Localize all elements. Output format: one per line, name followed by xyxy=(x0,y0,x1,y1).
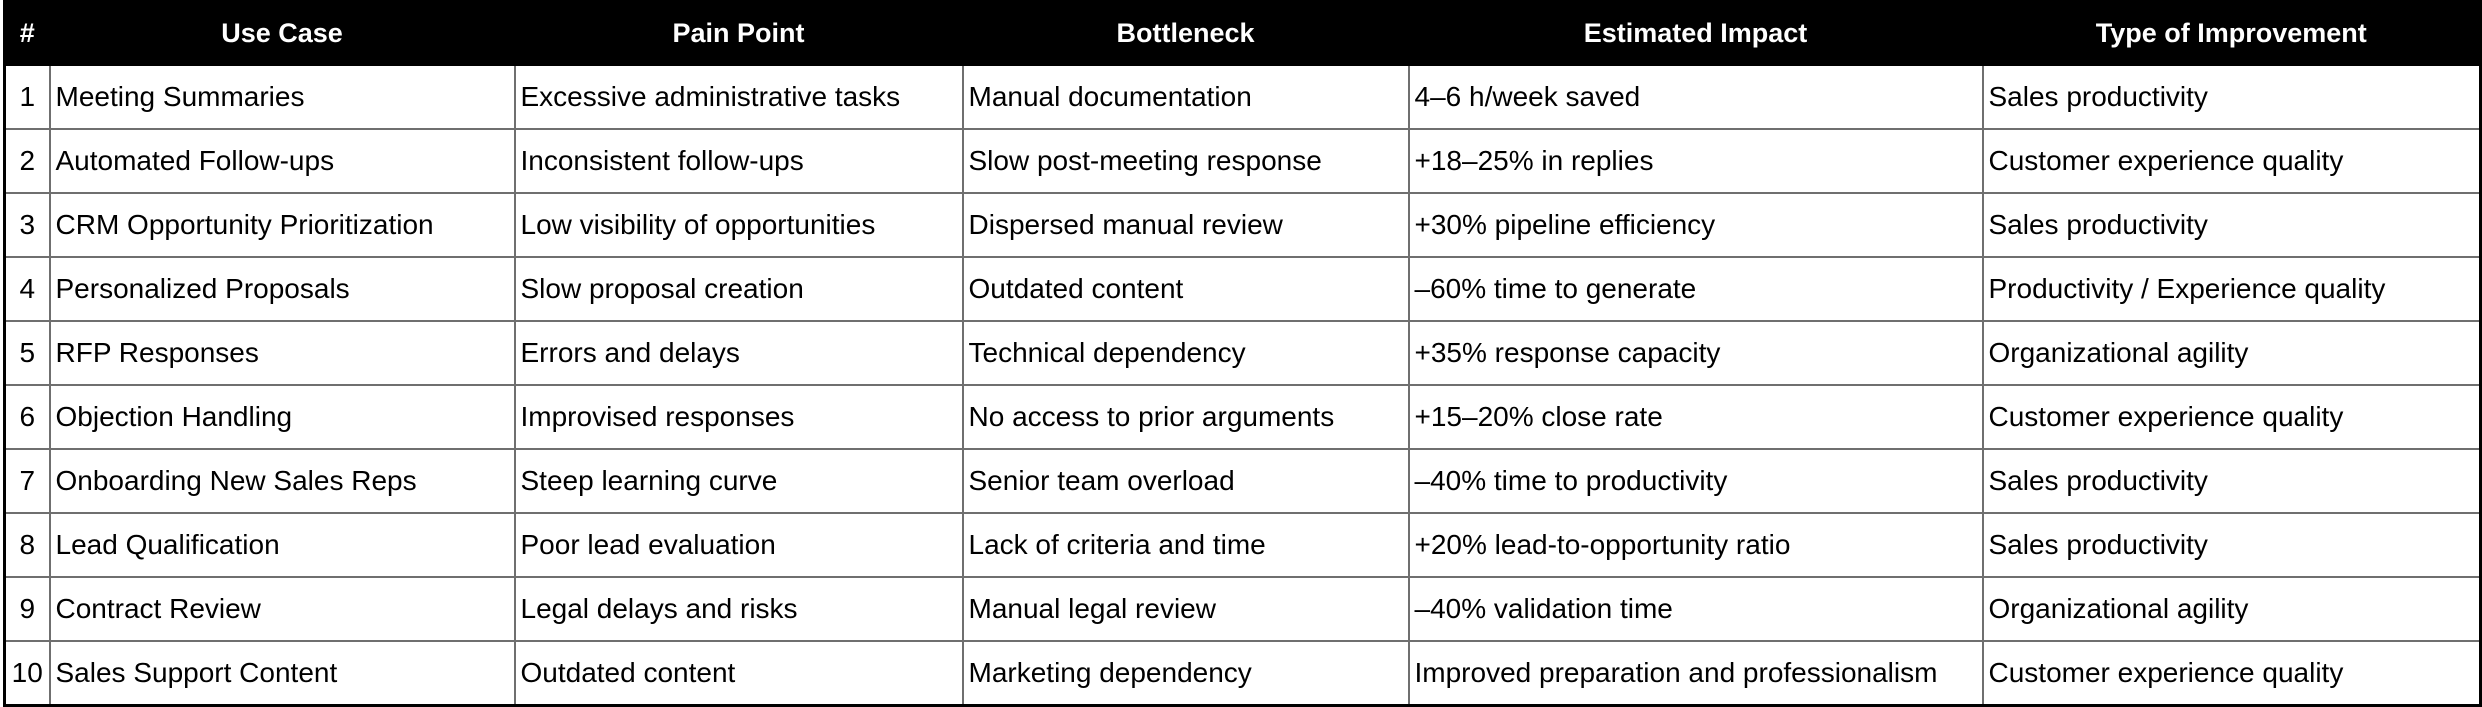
use-case-cell: CRM Opportunity Prioritization xyxy=(50,193,515,257)
pain-point-cell: Excessive administrative tasks xyxy=(515,65,963,129)
table-row xyxy=(5,129,2481,193)
pain-point-cell: Poor lead evaluation xyxy=(515,513,963,577)
pain-point-cell: Improvised responses xyxy=(515,385,963,449)
impact-cell: –40% time to productivity xyxy=(1409,449,1983,513)
bottleneck-cell: Dispersed manual review xyxy=(963,193,1409,257)
pain-point-cell: Low visibility of opportunities xyxy=(515,193,963,257)
row-number: 3 xyxy=(5,193,50,257)
table-header xyxy=(5,1,2481,65)
table-row xyxy=(5,513,2481,577)
improvement-type-cell: Sales productivity xyxy=(1983,193,2481,257)
header-bottleneck: Bottleneck xyxy=(963,1,1409,65)
improvement-type-cell: Customer experience quality xyxy=(1983,385,2481,449)
impact-cell: Improved preparation and professionalism xyxy=(1409,641,1983,705)
impact-cell: +35% response capacity xyxy=(1409,321,1983,385)
row-number: 1 xyxy=(5,65,50,129)
use-case-cell: RFP Responses xyxy=(50,321,515,385)
use-case-cell: Automated Follow-ups xyxy=(50,129,515,193)
table-row xyxy=(5,193,2481,257)
improvement-type-cell: Sales productivity xyxy=(1983,449,2481,513)
table-row xyxy=(5,321,2481,385)
table-row xyxy=(5,257,2481,321)
impact-cell: –60% time to generate xyxy=(1409,257,1983,321)
improvement-type-cell: Customer experience quality xyxy=(1983,641,2481,705)
bottleneck-cell: Manual legal review xyxy=(963,577,1409,641)
use-case-cell: Personalized Proposals xyxy=(50,257,515,321)
table-row xyxy=(5,577,2481,641)
improvement-type-cell: Productivity / Experience quality xyxy=(1983,257,2481,321)
improvement-type-cell: Customer experience quality xyxy=(1983,129,2481,193)
impact-cell: 4–6 h/week saved xyxy=(1409,65,1983,129)
header-use-case: Use Case xyxy=(50,1,515,65)
impact-cell: +20% lead-to-opportunity ratio xyxy=(1409,513,1983,577)
use-case-table xyxy=(3,0,2482,707)
pain-point-cell: Legal delays and risks xyxy=(515,577,963,641)
table-body xyxy=(5,65,2481,705)
impact-cell: +30% pipeline efficiency xyxy=(1409,193,1983,257)
bottleneck-cell: Slow post-meeting response xyxy=(963,129,1409,193)
pain-point-cell: Slow proposal creation xyxy=(515,257,963,321)
bottleneck-cell: Technical dependency xyxy=(963,321,1409,385)
header-row xyxy=(5,1,2481,65)
pain-point-cell: Outdated content xyxy=(515,641,963,705)
improvement-type-cell: Organizational agility xyxy=(1983,321,2481,385)
row-number: 7 xyxy=(5,449,50,513)
pain-point-cell: Errors and delays xyxy=(515,321,963,385)
improvement-type-cell: Sales productivity xyxy=(1983,513,2481,577)
bottleneck-cell: Marketing dependency xyxy=(963,641,1409,705)
bottleneck-cell: Outdated content xyxy=(963,257,1409,321)
bottleneck-cell: Manual documentation xyxy=(963,65,1409,129)
impact-cell: +15–20% close rate xyxy=(1409,385,1983,449)
table-row xyxy=(5,449,2481,513)
pain-point-cell: Inconsistent follow-ups xyxy=(515,129,963,193)
pain-point-cell: Steep learning curve xyxy=(515,449,963,513)
row-number: 5 xyxy=(5,321,50,385)
use-case-cell: Lead Qualification xyxy=(50,513,515,577)
row-number: 9 xyxy=(5,577,50,641)
impact-cell: +18–25% in replies xyxy=(1409,129,1983,193)
table-row xyxy=(5,65,2481,129)
bottleneck-cell: No access to prior arguments xyxy=(963,385,1409,449)
use-case-cell: Objection Handling xyxy=(50,385,515,449)
bottleneck-cell: Senior team overload xyxy=(963,449,1409,513)
row-number: 10 xyxy=(5,641,50,705)
use-case-cell: Meeting Summaries xyxy=(50,65,515,129)
table-row xyxy=(5,385,2481,449)
improvement-type-cell: Organizational agility xyxy=(1983,577,2481,641)
row-number: 2 xyxy=(5,129,50,193)
improvement-type-cell: Sales productivity xyxy=(1983,65,2481,129)
header-pain-point: Pain Point xyxy=(515,1,963,65)
bottleneck-cell: Lack of criteria and time xyxy=(963,513,1409,577)
impact-cell: –40% validation time xyxy=(1409,577,1983,641)
use-case-cell: Sales Support Content xyxy=(50,641,515,705)
row-number: 6 xyxy=(5,385,50,449)
use-case-cell: Onboarding New Sales Reps xyxy=(50,449,515,513)
row-number: 8 xyxy=(5,513,50,577)
header-type-of-improvement: Type of Improvement xyxy=(1983,1,2481,65)
table-row xyxy=(5,641,2481,705)
use-case-cell: Contract Review xyxy=(50,577,515,641)
header-estimated-impact: Estimated Impact xyxy=(1409,1,1983,65)
header-number: # xyxy=(5,1,50,65)
row-number: 4 xyxy=(5,257,50,321)
